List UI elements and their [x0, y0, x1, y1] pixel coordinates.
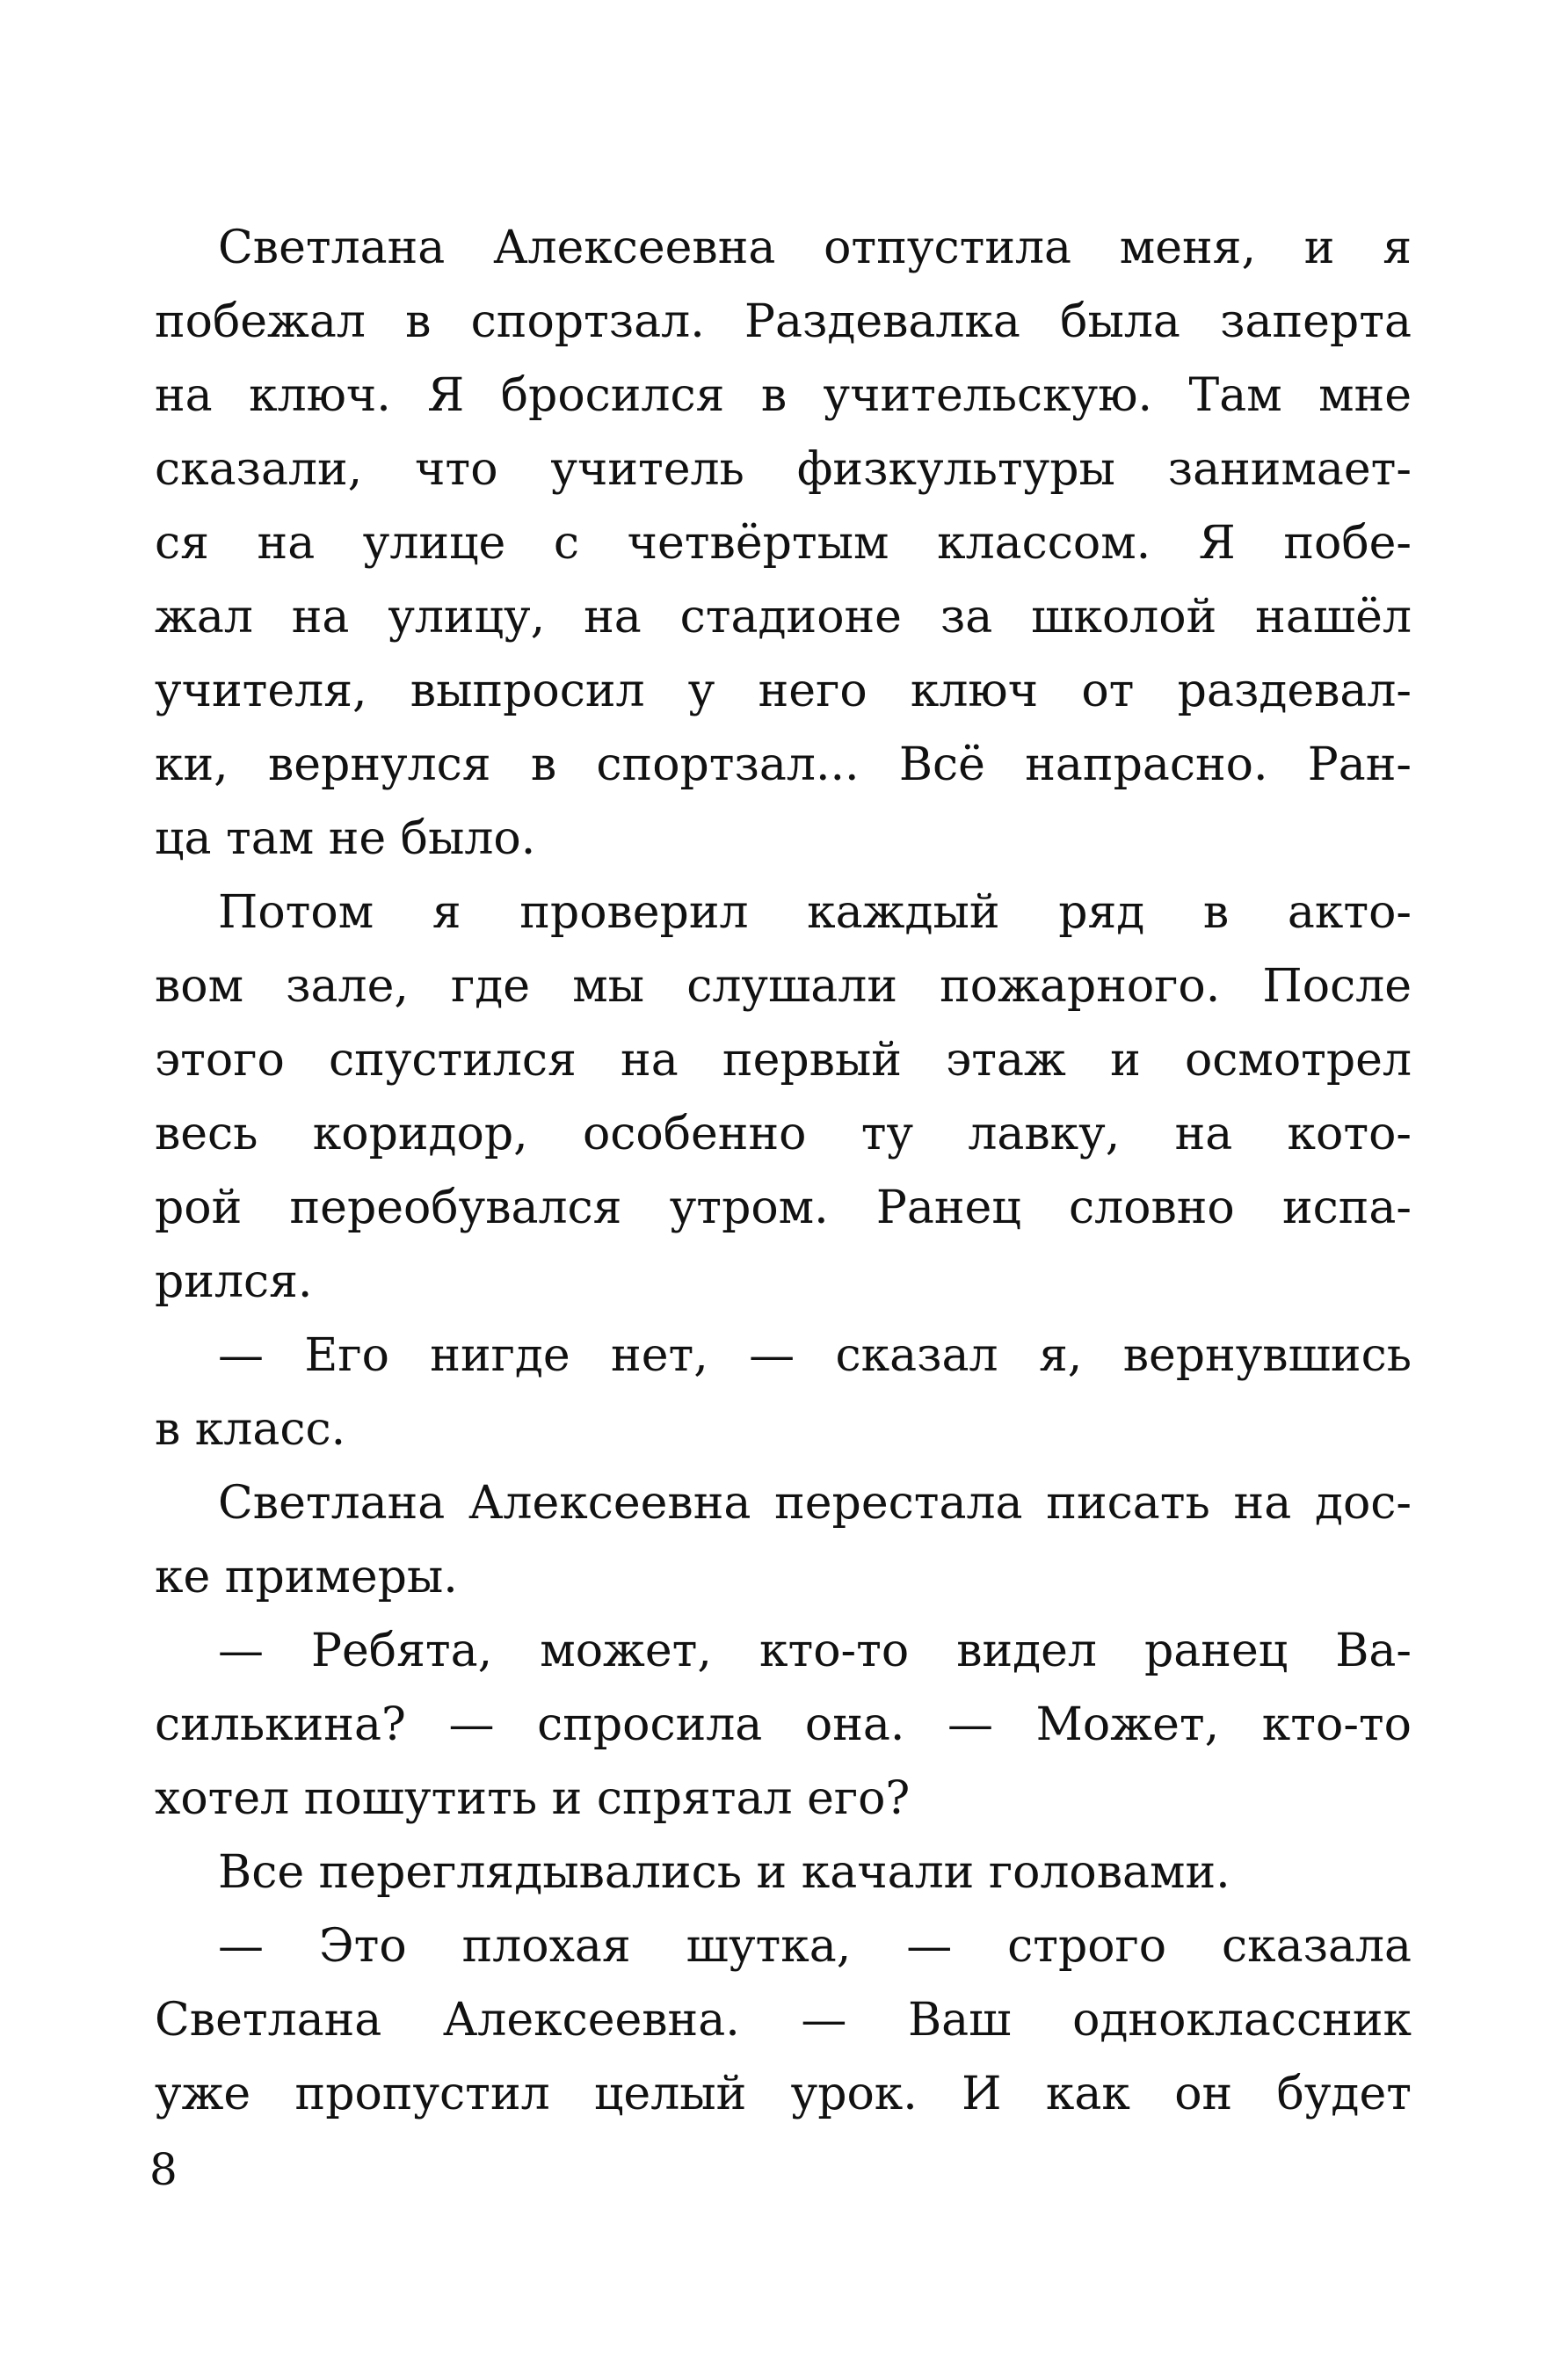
text-line: Светлана Алексеевна. — Ваш одноклассник: [155, 1994, 1412, 2047]
text-line: весь коридор, особенно ту лавку, на кото-: [155, 1108, 1412, 1160]
text-line: рой переобувался утром. Ранец словно испа-: [155, 1182, 1412, 1234]
text-line: ки, вернулся в спортзал... Всё напрасно. Ран-: [155, 738, 1412, 791]
text-line: рился.: [155, 1255, 313, 1308]
text-line: в класс.: [155, 1403, 346, 1456]
text-line: Все переглядывались и качали головами.: [218, 1846, 1230, 1899]
page-number: 8: [149, 2144, 178, 2195]
text-line: этого спустился на первый этаж и осмотрел: [155, 1034, 1412, 1087]
text-line: ке примеры.: [155, 1551, 458, 1603]
text-line: жал на улицу, на стадионе за школой нашёл: [155, 591, 1412, 644]
text-line: вом зале, где мы слушали пожарного. После: [155, 960, 1412, 1013]
body-text: [155, 211, 1412, 2131]
text-line: на ключ. Я бросился в учительскую. Там мне: [155, 369, 1412, 422]
text-line: ца там не было.: [155, 812, 536, 865]
text-line: хотел пошутить и спрятал его?: [155, 1772, 911, 1825]
text-line: Светлана Алексеевна перестала писать на дос-: [218, 1477, 1412, 1530]
text-line: Светлана Алексеевна отпустила меня, и я: [218, 222, 1412, 274]
text-line: учителя, выпросил у него ключ от раздевал-: [155, 665, 1412, 717]
text-line: ся на улице с четвёртым классом. Я побе-: [155, 517, 1412, 570]
text-line: — Ребята, может, кто-то видел ранец Ва-: [218, 1625, 1412, 1677]
text-line: побежал в спортзал. Раздевалка была заперта: [155, 295, 1412, 348]
text-line: — Это плохая шутка, — строго сказала: [218, 1920, 1412, 1973]
text-line: Потом я проверил каждый ряд в акто-: [218, 886, 1412, 939]
text-line: силькина? — спросила она. — Может, кто-то: [155, 1698, 1412, 1751]
text-line: — Его нигде нет, — сказал я, вернувшись: [218, 1329, 1412, 1382]
text-line: сказали, что учитель физкультуры занимает-: [155, 443, 1412, 496]
text-line: уже пропустил целый урок. И как он будет: [155, 2068, 1412, 2120]
